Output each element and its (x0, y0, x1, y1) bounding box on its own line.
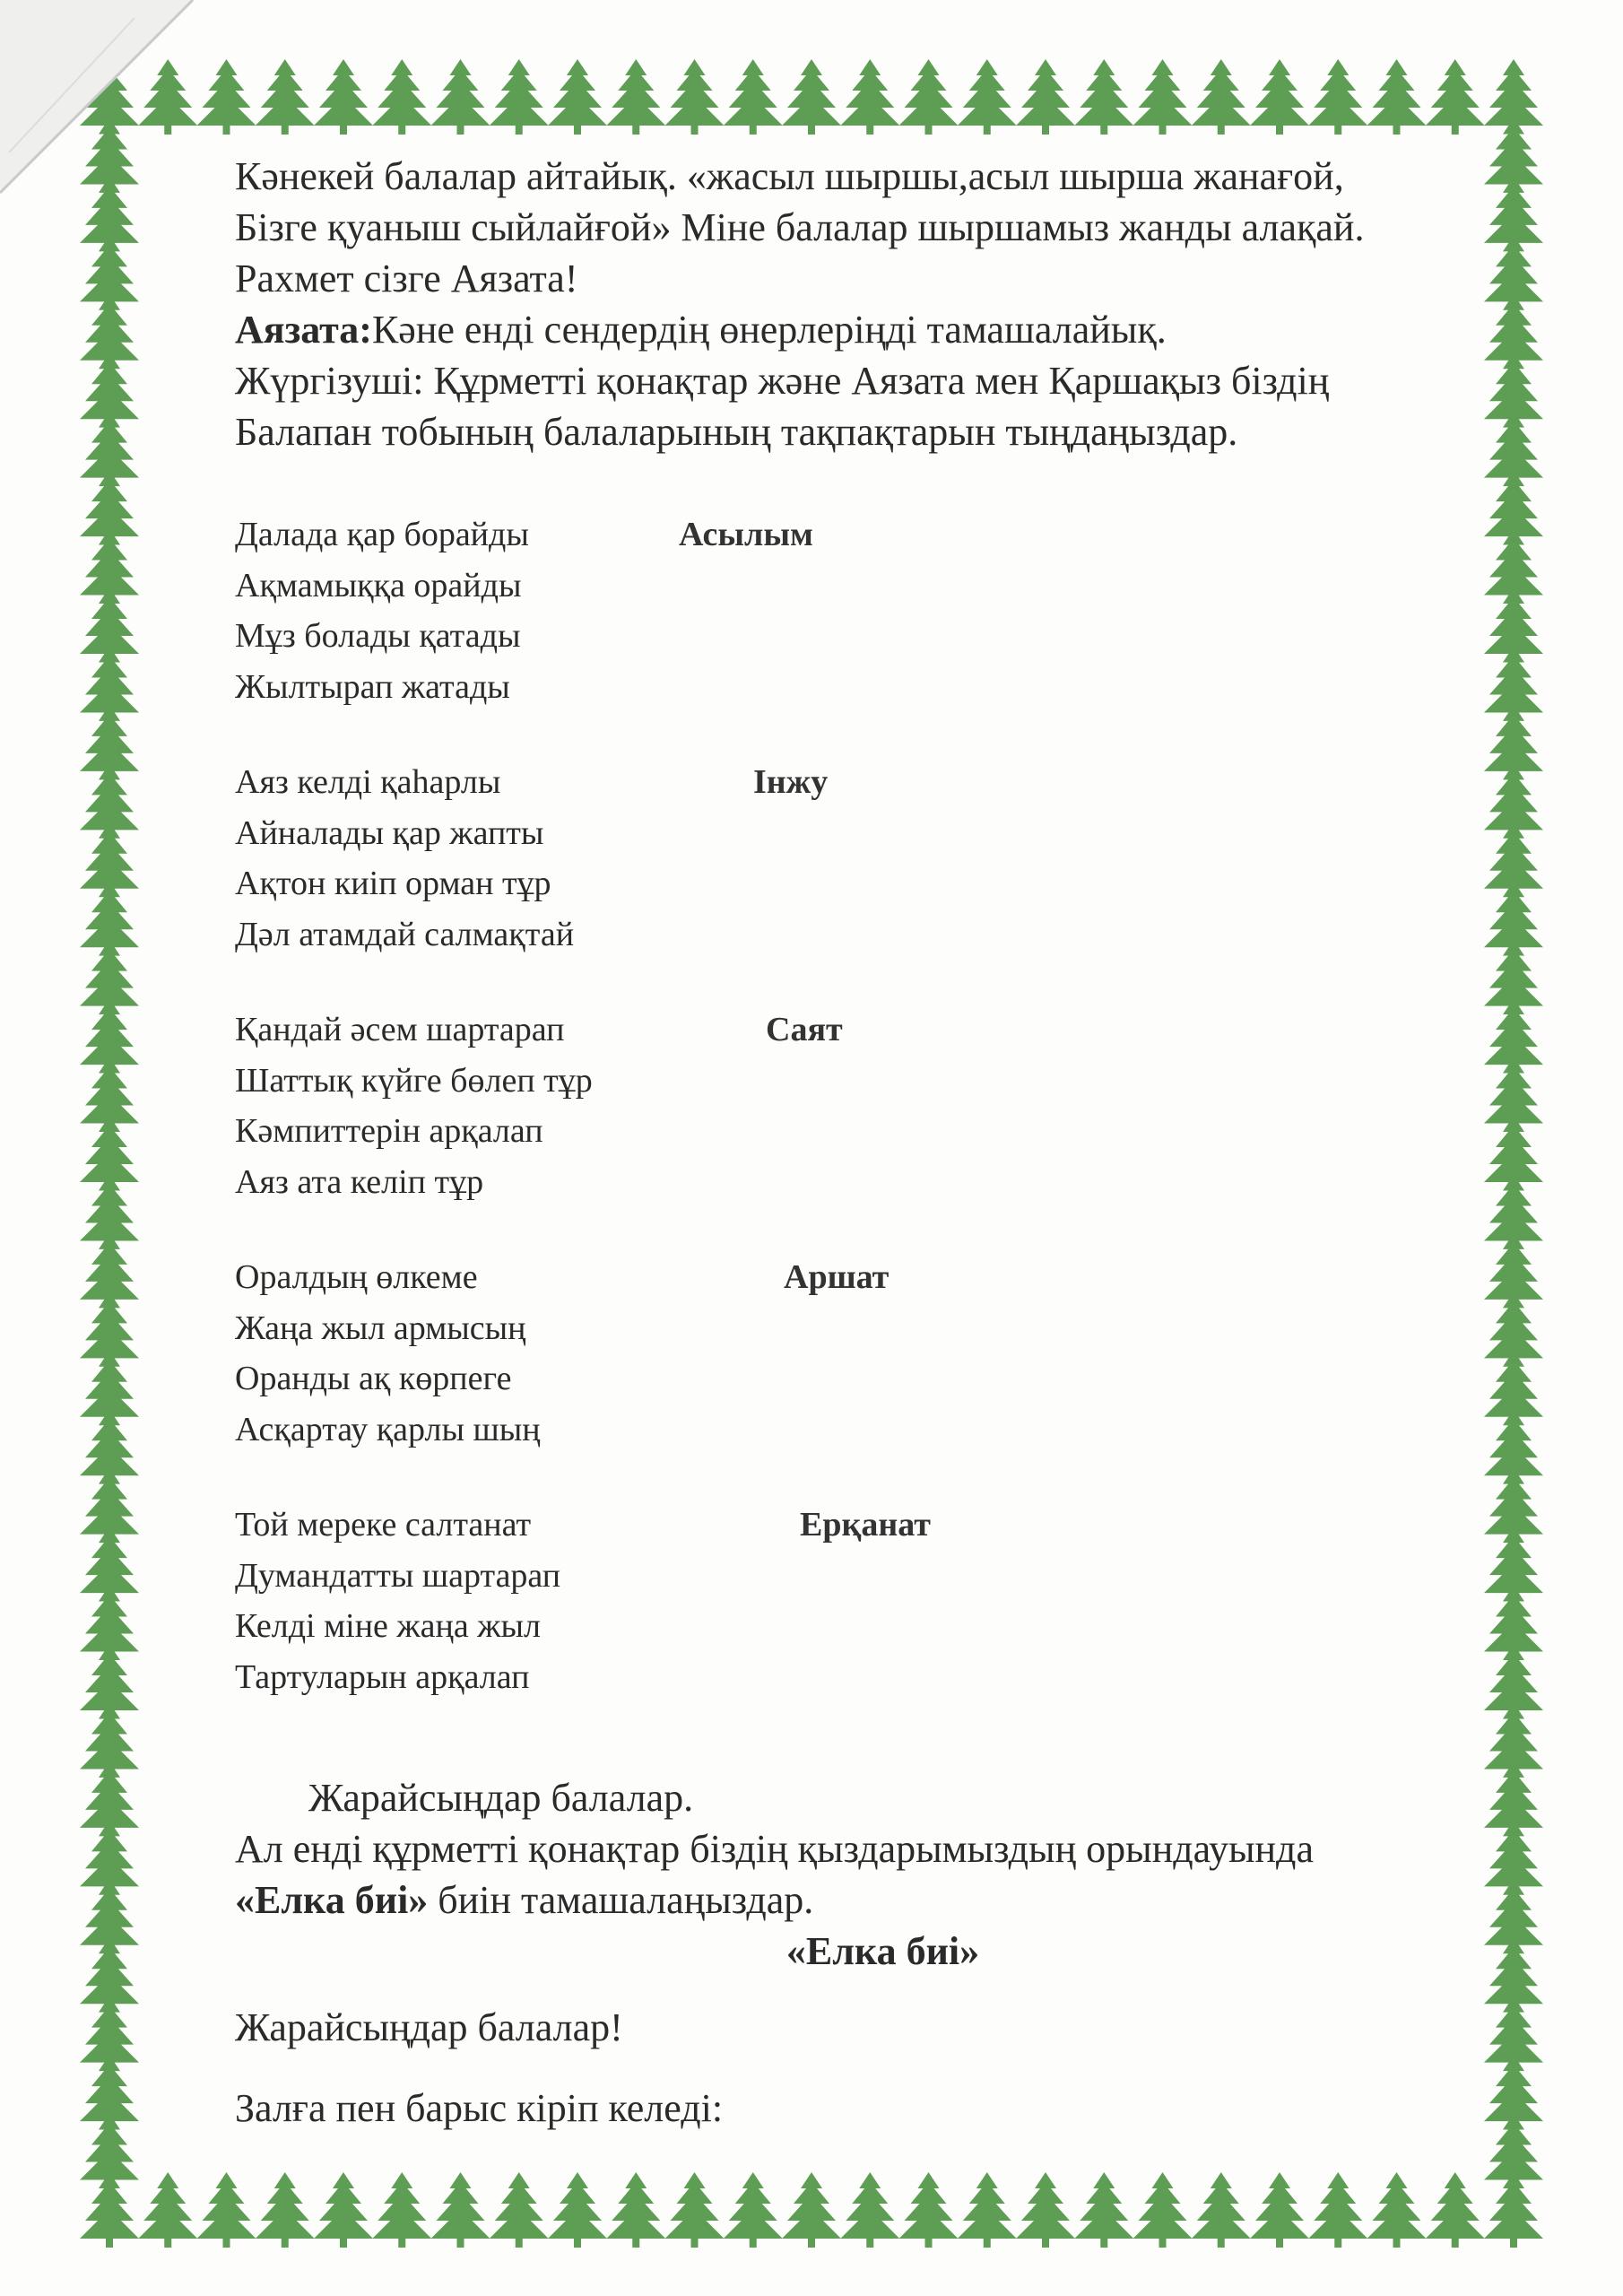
intro-line-6: Балапан тобының балаларының тақпақтарын тыңдаңыздар. (235, 410, 1238, 454)
tree-icon (1074, 2172, 1133, 2248)
tree-icon (1133, 2172, 1193, 2248)
poem-line: Дәл атамдай салмақтай (235, 915, 575, 953)
tree-icon (490, 59, 549, 135)
next-scene-line: Залға пен барыс кіріп келеді: (235, 2086, 724, 2130)
tree-icon (1133, 59, 1193, 135)
tree-icon (372, 2172, 431, 2248)
intro-line-2: Бізге қуаныш сыйлайғой» Міне балалар шыршамыз жанды алақай. (235, 205, 1365, 249)
tree-icon (197, 59, 256, 135)
tree-icon (431, 59, 490, 135)
tree-icon (665, 59, 725, 135)
poem-line: Асқартау қарлы шың (235, 1410, 541, 1448)
reciter-name: Саят (766, 1011, 843, 1048)
reciter-name: Ерқанат (800, 1506, 931, 1544)
praise-line-2: Жарайсыңдар балалар! (235, 2005, 623, 2049)
praise-line: Жарайсыңдар балалар. (308, 1776, 694, 1820)
intro-line-3: Рахмет сізге Аязата! (235, 257, 578, 300)
tree-icon (1308, 59, 1367, 135)
poem-line: Ақтон киіп орман тұр (235, 865, 551, 902)
tree-icon (1192, 2172, 1251, 2248)
poem-stanza (235, 509, 1508, 712)
poem-line: Мұз болады қатады (235, 617, 521, 655)
tree-icon (958, 59, 1017, 135)
tree-icon (197, 2172, 256, 2248)
announcement-line: Ал енді құрметті қонақтар біздің қыздарымыздың орындауында (235, 1827, 1314, 1871)
tree-icon (840, 59, 899, 135)
tree-icon (1250, 59, 1309, 135)
tree-icon (138, 2172, 197, 2248)
poem-line: Той мереке салтанат (235, 1506, 532, 1544)
tree-icon (1250, 2172, 1309, 2248)
poem-stanza (235, 1500, 1508, 1702)
tree-icon (899, 2172, 959, 2248)
tree-icon (665, 2172, 725, 2248)
poem-line: Ақмамыққа орайды (235, 566, 522, 604)
poem-line: Жылтырап жатады (235, 667, 510, 706)
tree-icon (899, 59, 959, 135)
closing-section (235, 1772, 1508, 2134)
tree-icon (1074, 59, 1133, 135)
poem-line: Қандай әсем шартарап (235, 1011, 565, 1048)
announcement-line-2 (235, 1874, 1508, 1926)
tree-icon (782, 2172, 841, 2248)
poem-line: Жаңа жыл армысың (235, 1309, 526, 1347)
poem-line: Думандатты шартарап (235, 1556, 561, 1595)
tree-icon (256, 2172, 315, 2248)
poem-line: Оранды ақ көрпеге (235, 1360, 512, 1397)
tree-icon (1016, 2172, 1075, 2248)
poem-line: Кәмпиттерін арқалап (235, 1112, 543, 1150)
poem-stanza (235, 757, 1508, 960)
reciter-name: Асылым (679, 516, 813, 553)
poems-list (235, 509, 1508, 1702)
tree-icon (372, 59, 431, 135)
poem-line: Келді міне жаңа жыл (235, 1607, 541, 1645)
poem-line: Шаттық күйге бөлеп тұр (235, 1061, 593, 1100)
tree-icon (1367, 59, 1427, 135)
tree-icon (724, 2172, 783, 2248)
tree-icon (606, 2172, 665, 2248)
tree-icon (431, 2172, 490, 2248)
tree-icon (1016, 59, 1075, 135)
document-body (235, 151, 1508, 2134)
tree-icon (314, 2172, 373, 2248)
tree-icon (1192, 59, 1251, 135)
tree-icon (724, 59, 783, 135)
dance-title: «Елка биі» (785, 1929, 980, 1973)
tree-icon (1426, 59, 1485, 135)
tree-icon (314, 59, 373, 135)
tree-icon (606, 59, 665, 135)
poem-stanza (235, 1004, 1508, 1207)
speaker-text: Кәне енді сендердің өнерлеріңді тамашалайық. (371, 308, 1167, 352)
poem-line: Айналады қар жапты (235, 813, 544, 852)
tree-icon (782, 59, 841, 135)
tree-icon (548, 59, 607, 135)
poem-line: Оралдың өлкеме (235, 1258, 478, 1296)
speaker-label: Аязата: (235, 308, 372, 352)
tree-icon (1426, 2172, 1485, 2248)
intro-line-1: Кәнекей балалар айтайық. «жасыл шыршы,асыл шырша жанағой, (235, 154, 1344, 198)
tree-icon (958, 2172, 1017, 2248)
tree-icon (80, 2114, 139, 2189)
tree-icon (490, 2172, 549, 2248)
tree-icon (548, 2172, 607, 2248)
folded-corner (0, 0, 197, 206)
reciter-name: Аршат (784, 1258, 890, 1296)
poem-line: Далада қар борайды (235, 516, 529, 553)
poem-line: Аяз ата келіп тұр (235, 1162, 484, 1201)
reciter-name: Інжу (753, 763, 829, 801)
tree-icon (1308, 2172, 1367, 2248)
intro-line-5: Жүргізуші: Құрметті қонақтар және Аязата мен Қаршақыз біздің (235, 359, 1330, 403)
tree-icon (256, 59, 315, 135)
poem-line: Тартуларын арқалап (235, 1657, 530, 1696)
poem-line: Аяз келді қаһарлы (235, 763, 501, 801)
dance-name: «Елка биі» (235, 1878, 429, 1922)
tree-icon (840, 2172, 899, 2248)
tree-icon (1367, 2172, 1427, 2248)
intro-line-4 (235, 304, 1508, 355)
poem-stanza (235, 1252, 1508, 1455)
intro-section (235, 151, 1508, 457)
announcement-rest: биін тамашалаңыздар. (428, 1878, 814, 1922)
